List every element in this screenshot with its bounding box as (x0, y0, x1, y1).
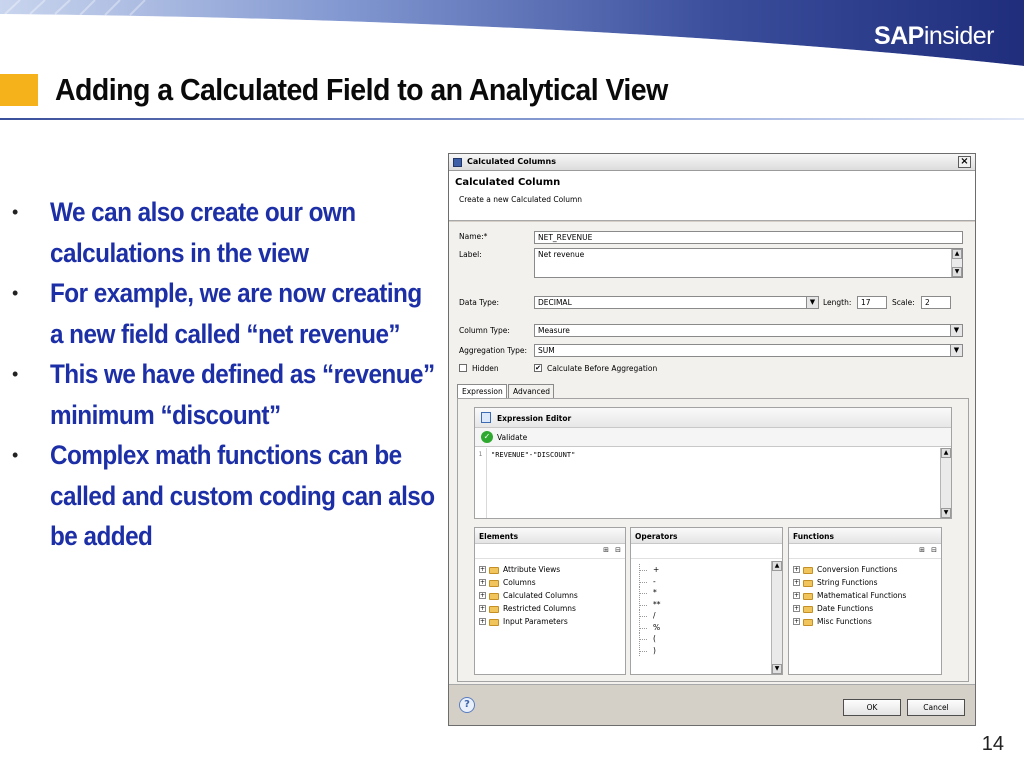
collapse-all-icon[interactable]: ⊟ (931, 546, 937, 554)
close-icon[interactable]: × (958, 156, 971, 168)
ok-button[interactable]: OK (843, 699, 901, 716)
tree-item[interactable]: + String Functions (794, 578, 878, 587)
page-title: Adding a Calculated Field to an Analytical View (55, 72, 668, 107)
bullet-list (12, 192, 435, 557)
folder-icon (489, 580, 499, 587)
scroll-up-icon[interactable]: ▲ (941, 448, 951, 458)
label-label: Label: (459, 250, 482, 259)
column-type-value: Measure (538, 326, 570, 335)
tree-item[interactable]: + Attribute Views (480, 565, 561, 574)
folder-icon (489, 567, 499, 574)
expression-tab-panel (457, 398, 969, 682)
data-type-select[interactable] (534, 296, 819, 309)
folder-icon (489, 606, 499, 613)
operator-item[interactable]: ( (635, 633, 661, 645)
operators-scrollbar[interactable] (771, 561, 782, 674)
column-type-label: Column Type: (459, 326, 510, 335)
tree-item[interactable]: + Misc Functions (794, 617, 872, 626)
validate-button[interactable] (475, 428, 951, 447)
expand-icon[interactable]: + (794, 579, 800, 586)
elements-toolbar (475, 544, 625, 559)
dialog-footer (449, 684, 975, 725)
tree-item[interactable]: + Restricted Columns (480, 604, 576, 613)
expand-icon[interactable]: + (794, 618, 800, 625)
tree-item[interactable]: + Input Parameters (480, 617, 568, 626)
operator-item[interactable]: * (635, 587, 661, 599)
expand-icon[interactable]: + (480, 592, 486, 599)
expand-icon[interactable]: + (480, 566, 486, 573)
hidden-label: Hidden (472, 364, 499, 373)
dialog-body (449, 222, 975, 684)
operator-item[interactable]: + (635, 564, 661, 576)
folder-icon (803, 619, 813, 626)
expand-all-icon[interactable]: ⊞ (603, 546, 609, 554)
operator-item[interactable]: % (635, 622, 661, 634)
elements-title: Elements (475, 528, 625, 544)
length-label: Length: (823, 298, 852, 307)
scroll-down-icon[interactable]: ▼ (772, 664, 782, 674)
folder-icon (803, 580, 813, 587)
expression-scrollbar[interactable] (940, 448, 951, 518)
operators-title: Operators (631, 528, 782, 544)
tree-item[interactable]: + Columns (480, 578, 536, 587)
banner-graphic (0, 0, 1024, 72)
bullet-item: • This we have defined as “revenue” minimum “discount” (12, 359, 435, 430)
aggregation-type-select[interactable] (534, 344, 963, 357)
tree-item[interactable]: + Mathematical Functions (794, 591, 907, 600)
editor-icon (481, 412, 491, 423)
scroll-up-icon[interactable]: ▲ (772, 561, 782, 571)
brand-logo: SAPinsider (873, 22, 994, 50)
calculated-columns-dialog (448, 153, 976, 726)
aggregation-type-label: Aggregation Type: (459, 346, 528, 355)
expand-icon[interactable]: + (480, 579, 486, 586)
folder-icon (489, 619, 499, 626)
folder-icon (803, 606, 813, 613)
expression-editor (474, 407, 952, 519)
tab-advanced[interactable]: Advanced (508, 384, 554, 398)
bullet-item: • For example, we are now creating a new field called “net revenue” (12, 278, 422, 349)
chevron-down-icon[interactable]: ▼ (806, 297, 818, 308)
dialog-header (449, 171, 975, 221)
scroll-down-icon[interactable]: ▼ (941, 508, 951, 518)
expression-editor-title: Expression Editor (497, 414, 572, 423)
dialog-heading: Calculated Column (455, 177, 561, 188)
page-number: 14 (981, 733, 1004, 755)
functions-title: Functions (789, 528, 941, 544)
calculate-before-aggregation-checkbox[interactable]: ✔ (535, 364, 541, 372)
expression-input[interactable] (475, 448, 951, 518)
scroll-down-icon[interactable]: ▼ (952, 267, 962, 277)
hidden-checkbox[interactable] (459, 364, 467, 372)
name-field[interactable]: NET_REVENUE (534, 231, 963, 244)
operator-item[interactable]: ** (635, 599, 661, 611)
bullet-item: • Complex math functions can be called and custom coding can also be added (12, 440, 435, 551)
data-type-label: Data Type: (459, 298, 500, 307)
operator-item[interactable]: ) (635, 645, 661, 657)
title-accent (0, 74, 38, 106)
dialog-titlebar (449, 154, 975, 171)
functions-tree (793, 564, 906, 629)
expand-icon[interactable]: + (794, 566, 800, 573)
calculate-before-aggregation-label: Calculate Before Aggregation (547, 364, 658, 373)
label-scrollbar[interactable] (951, 249, 962, 277)
header-banner (0, 0, 1024, 72)
expand-icon[interactable]: + (794, 592, 800, 599)
expand-all-icon[interactable]: ⊞ (919, 546, 925, 554)
expand-icon[interactable]: + (480, 618, 486, 625)
tree-item[interactable]: + Date Functions (794, 604, 874, 613)
line-number: 1 (475, 448, 487, 518)
chevron-down-icon[interactable]: ▼ (950, 325, 962, 336)
elements-pane (474, 527, 626, 675)
functions-toolbar (789, 544, 941, 559)
data-type-value: DECIMAL (538, 298, 572, 307)
collapse-all-icon[interactable]: ⊟ (615, 546, 621, 554)
elements-tree (479, 564, 578, 629)
dialog-window-title: Calculated Columns (467, 157, 556, 166)
cancel-button[interactable]: Cancel (907, 699, 965, 716)
expand-icon[interactable]: + (480, 605, 486, 612)
scroll-up-icon[interactable]: ▲ (952, 249, 962, 259)
length-field[interactable]: 17 (857, 296, 887, 309)
operators-toolbar (631, 544, 782, 559)
tree-item[interactable]: + Calculated Columns (480, 591, 578, 600)
column-type-select[interactable] (534, 324, 963, 337)
dialog-subheading: Create a new Calculated Column (459, 195, 583, 204)
chevron-down-icon[interactable]: ▼ (950, 345, 962, 356)
expression-editor-header (475, 408, 951, 428)
expand-icon[interactable]: + (794, 605, 800, 612)
operator-item[interactable]: / (635, 610, 661, 622)
folder-icon (489, 593, 499, 600)
tree-item[interactable]: + Conversion Functions (794, 565, 898, 574)
name-label: Name:* (459, 232, 488, 241)
operator-item[interactable]: - (635, 576, 661, 588)
operators-pane (630, 527, 783, 675)
scale-field[interactable]: 2 (921, 296, 951, 309)
operators-list (635, 564, 661, 656)
functions-pane (788, 527, 942, 675)
window-icon (453, 158, 462, 167)
expression-text: "REVENUE"-"DISCOUNT" (491, 451, 576, 459)
bullet-item: • We can also create our own calculations in the view (12, 197, 356, 268)
scale-label: Scale: (892, 298, 915, 307)
label-field-value: Net revenue (538, 250, 585, 259)
validate-label: Validate (497, 433, 528, 442)
tab-expression[interactable]: Expression (457, 384, 507, 399)
folder-icon (803, 567, 813, 574)
aggregation-type-value: SUM (538, 346, 555, 355)
check-icon: ✓ (481, 431, 493, 443)
folder-icon (803, 593, 813, 600)
help-icon[interactable]: ? (459, 697, 475, 713)
label-field[interactable] (534, 248, 963, 278)
title-divider (0, 118, 1024, 120)
